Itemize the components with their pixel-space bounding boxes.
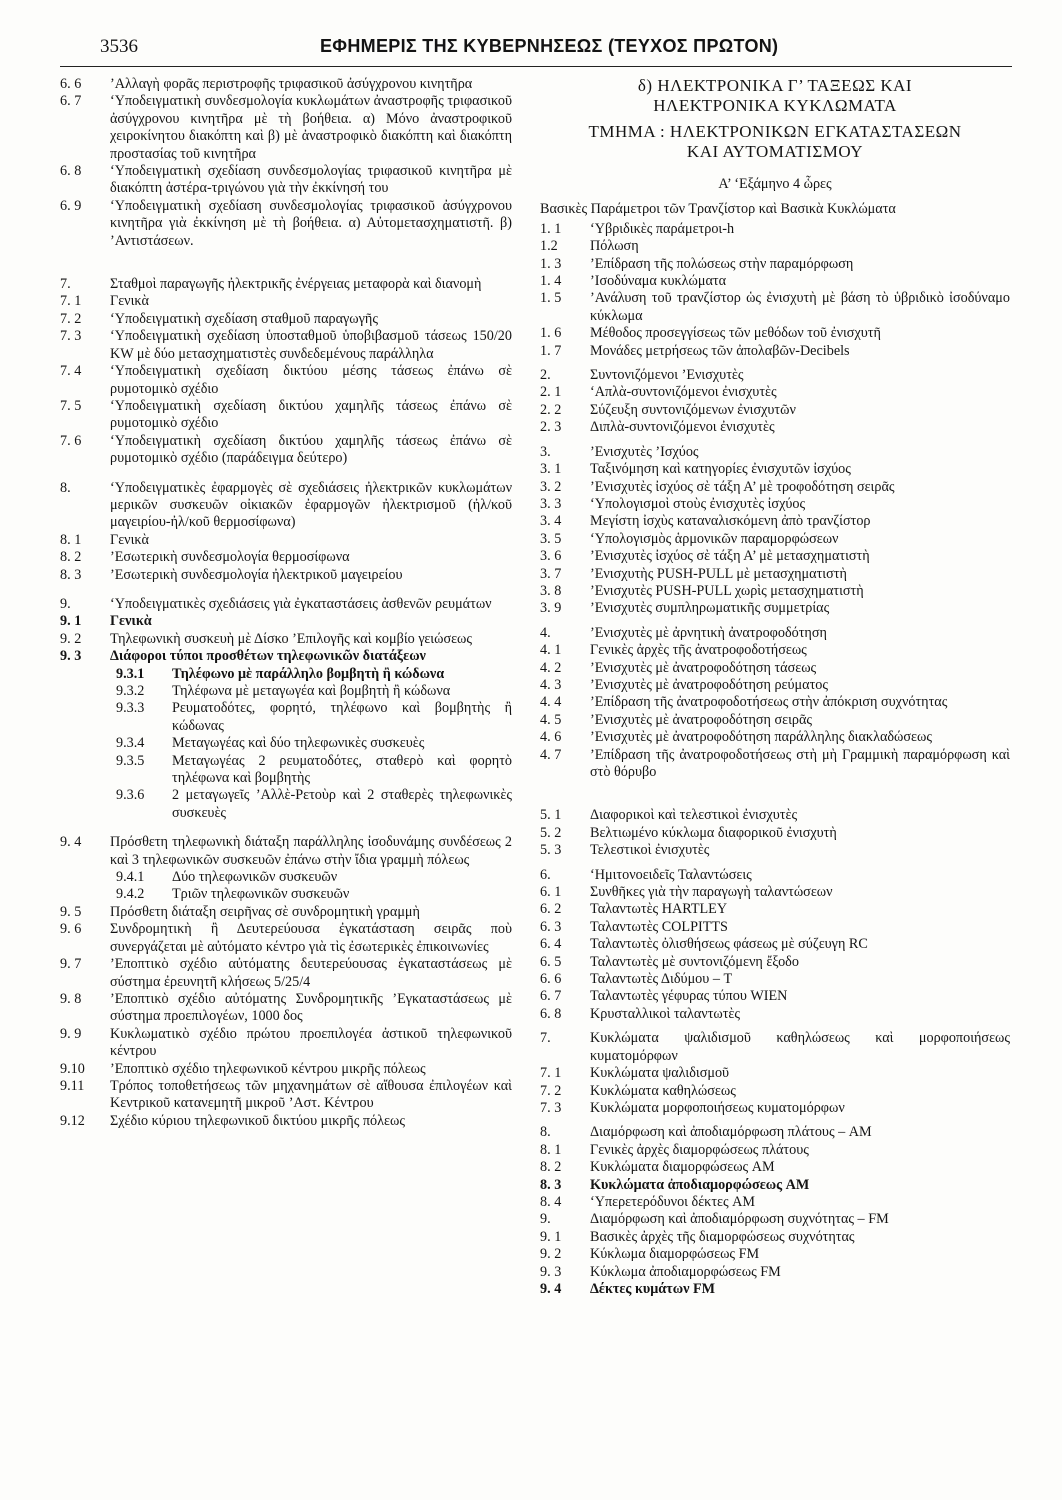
entry-text: Πόλωση [590, 238, 639, 255]
entry-text: Τελεστικοὶ ἐνισχυτὲς [590, 842, 710, 859]
syllabus-entry [60, 328, 512, 363]
syllabus-entry [540, 747, 1010, 782]
syllabus-entry [540, 988, 1010, 1005]
entry-text: ’Εποπτικὸ σχέδιο αὐτόματης δευτερεύουσας ἐγκαταστάσεως μὲ σύστημα ἐρευνητῆ κλήσεως 5/25/4 [110, 956, 512, 990]
entry-number: 5. 1 [540, 807, 562, 824]
entry-number: 6. 9 [60, 197, 82, 214]
entry-number: 9. 4 [540, 1280, 562, 1297]
entry-text: Ταλαντωτὲς HARTLEY [590, 901, 728, 918]
syllabus-entry [60, 163, 512, 198]
entry-number: 3. 5 [540, 530, 562, 547]
syllabus-entry [540, 256, 1010, 273]
syllabus-entry [540, 842, 1010, 859]
entry-number: 8. [540, 1124, 551, 1141]
entry-number: 8. 2 [540, 1159, 562, 1176]
syllabus-entry [60, 991, 512, 1026]
entry-text: ‘Υπερετερόδυνοι δέκτες AM [590, 1193, 756, 1210]
entry-number: 9. 2 [60, 630, 82, 647]
entry-text: Γενικὰ [110, 531, 149, 548]
header-rule [60, 66, 1012, 67]
page-number: 3536 [100, 36, 138, 57]
syllabus-entry [540, 1211, 1010, 1228]
entry-number: 4. 3 [540, 676, 562, 693]
entry-number: 7. 6 [60, 432, 82, 449]
entry-text: Τρόπος τοποθετήσεως τῶν μηχανημάτων σὲ αἴθουσα ἐπιλογέων καὶ Κεντρικοῦ κατανεμητῆ μικροῦ ’Αστ. Κέντρου [110, 1077, 512, 1112]
entry-number: 9.3.6 [116, 787, 145, 804]
entry-number: 9. 5 [60, 903, 82, 920]
syllabus-entry [540, 712, 1010, 729]
entry-number: 9. 1 [60, 613, 82, 630]
entry-number: 6. 4 [540, 936, 562, 953]
syllabus-entry [540, 884, 1010, 901]
entry-number: 1. 7 [540, 342, 562, 359]
entry-number: 1.2 [540, 238, 558, 255]
entry-text: Κυκλώματα μορφοποιήσεως κυματομόρφων [590, 1099, 845, 1116]
entry-number: 9.10 [60, 1060, 85, 1077]
syllabus-entry [540, 221, 1010, 238]
entry-text: Γενικὲς ἀρχὲς διαμορφώσεως πλάτους [590, 1141, 809, 1158]
syllabus-entry [60, 613, 512, 630]
syllabus-entry [540, 1159, 1010, 1176]
entry-number: 7. 3 [540, 1099, 562, 1116]
syllabus-entry [540, 867, 1010, 884]
entry-text: Κυκλώματα ψαλιδισμοῦ καθηλώσεως καὶ μορφοποιήσεως κυματομόρφων [590, 1030, 1010, 1064]
entry-text: Κυκλώματα καθηλώσεως [590, 1082, 736, 1099]
syllabus-entry [540, 677, 1010, 694]
entry-text: Ταλαντωτὲς ὀλισθήσεως φάσεως μὲ σύζευγη RC [590, 936, 868, 953]
entry-number: 6. 7 [60, 93, 82, 110]
syllabus-entry [60, 198, 512, 250]
entry-text: ‘Υποδειγματικὴ σχεδίαση συνδεσμολογίας τριφασικοῦ ἀσύγχρονου κινητῆρα γιὰ ἐκκίνηση μὲ τὴ βοήθεια. α) Αὐτομετασχηματιστῆ. β) ’Αντιστάσεων. [110, 197, 512, 249]
syllabus-entry [540, 971, 1010, 988]
entry-number: 8. 1 [540, 1141, 562, 1158]
syllabus-entry [540, 419, 1010, 436]
entry-text: ‘Υποδειγματικὴ σχεδίαση συνδεσμολογίας τριφασικοῦ κινητῆρα μὲ διακόπτη ἀστέρα-τριγώνου γιὰ τὴν ἐκκίνησή του [110, 163, 512, 197]
entry-text: Κυκλώματα ψαλιδισμοῦ [590, 1065, 730, 1082]
entry-text: ’Αλλαγὴ φορᾶς περιστροφῆς τριφασικοῦ ἀσύγχρονου κινητῆρα [110, 76, 473, 92]
entry-text: ’Επίδραση τῆς πολώσεως στὴν παραμόρφωση [590, 255, 854, 272]
entry-number: 6. 1 [540, 884, 562, 901]
entry-number: 4. 2 [540, 659, 562, 676]
syllabus-entry [540, 919, 1010, 936]
syllabus-entry [540, 1083, 1010, 1100]
syllabus-entry [60, 293, 512, 310]
entry-number: 9. 3 [540, 1263, 562, 1280]
entry-number: 7. [540, 1030, 551, 1047]
entry-text: ’Επίδραση τῆς ἀνατροφοδοτήσεως στὴν ἀπόκριση συχνότητας [590, 694, 948, 711]
entry-number: 2. 3 [540, 419, 562, 436]
syllabus-entry [540, 583, 1010, 600]
entry-number: 1. 6 [540, 325, 562, 342]
entry-text: Γενικὰ [110, 293, 149, 310]
entry-text: ‘Υπολογισμοὶ στοὺς ἐνισχυτὲς ἰσχύος [590, 495, 806, 512]
entry-number: 9. 2 [540, 1246, 562, 1263]
entry-number: 5. 3 [540, 842, 562, 859]
syllabus-entry [540, 444, 1010, 461]
entry-number: 9. 1 [540, 1228, 562, 1245]
syllabus-entry [60, 311, 512, 328]
syllabus-entry [540, 1229, 1010, 1246]
entry-text: ’Ενισχυτὲς μὲ ἀνατροφοδότηση ρεύματος [590, 676, 828, 693]
syllabus-entry [540, 384, 1010, 401]
entry-text: Δύο τηλεφωνικῶν συσκευῶν [172, 869, 338, 886]
syllabus-entry [60, 683, 512, 700]
entry-number: 7. 4 [60, 363, 82, 380]
section-heading-line1: δ) ΗΛΕΚΤΡΟΝΙΚΑ Γ’ ΤΑΞΕΩΣ ΚΑΙ [637, 76, 913, 95]
left-column [60, 76, 512, 1130]
syllabus-entry [60, 363, 512, 398]
right-column [540, 76, 1010, 1298]
syllabus-entry [540, 1194, 1010, 1211]
syllabus-entry [540, 290, 1010, 325]
syllabus-entry [540, 642, 1010, 659]
entry-text: ‘Υπολογισμὸς ἁρμονικῶν παραμορφώσεων [590, 530, 839, 547]
unit-intro: Βασικὲς Παράμετροι τῶν Τρανζίστορ καὶ Βασικὰ Κυκλώματα [540, 201, 896, 218]
entry-number: 3. 1 [540, 461, 562, 478]
entry-number: 7. 3 [60, 328, 82, 345]
entry-number: 6. 7 [540, 988, 562, 1005]
entry-text: Μεγίστη ἰσχὺς καταναλισκόμενη ἀπὸ τρανζίστορ [590, 513, 871, 530]
syllabus-entry [60, 648, 512, 665]
entry-number: 9.11 [60, 1077, 85, 1094]
entry-number: 3. 4 [540, 513, 562, 530]
entry-text: Τριῶν τηλεφωνικῶν συσκευῶν [172, 886, 350, 903]
syllabus-entry [540, 566, 1010, 583]
entry-text: Κρυσταλλικοὶ ταλαντωτὲς [590, 1005, 741, 1022]
entry-text: Γενικὰ [110, 613, 152, 630]
entry-number: 4. 7 [540, 746, 562, 763]
entry-number: 7. [60, 276, 71, 293]
syllabus-entry [540, 1100, 1010, 1117]
entry-number: 1. 5 [540, 290, 562, 307]
entry-number: 1. 3 [540, 255, 562, 272]
entry-text: Διάφοροι τύποι προσθέτων τηλεφωνικῶν διατάξεων [110, 648, 426, 665]
entry-text: Τηλέφωνο μὲ παράλληλο βομβητὴ ἢ κώδωνα [172, 665, 445, 682]
entry-text: ‘Υποδειγματικὴ σχεδίαση ὑποσταθμοῦ ὑποβιβασμοῦ τάσεως 150/20 KW μὲ δύο μετασχηματιστὲς συνδεδεμένους παράλληλα [110, 328, 512, 362]
syllabus-entry [540, 901, 1010, 918]
entry-text: Διαμόρφωση καὶ ἀποδιαμόρφωση συχνότητας – FM [590, 1211, 889, 1228]
syllabus-entry [540, 273, 1010, 290]
entry-number: 3. 6 [540, 548, 562, 565]
entry-number: 6. 2 [540, 901, 562, 918]
syllabus-entry [60, 904, 512, 921]
syllabus-entry [540, 1142, 1010, 1159]
page-header [100, 36, 1002, 66]
syllabus-entry [60, 1026, 512, 1061]
entry-number: 7. 2 [540, 1082, 562, 1099]
entry-number: 4. [540, 624, 551, 641]
right-item-list [540, 221, 1010, 1299]
gazette-title: ΕΦΗΜΕΡΙΣ ΤΗΣ ΚΥΒΕΡΝΗΣΕΩΣ (ΤΕΥΧΟΣ ΠΡΩΤΟΝ) [320, 36, 779, 56]
entry-text: ‘Υποδειγματικὲς ἐφαρμογὲς σὲ σχεδιάσεις ἠλεκτρικῶν κυκλωμάτων μερικῶν συσκευῶν οἰκιακῶν ἐφαρμογῶν ἠλεκτρισμοῦ (ἠλ/κοῦ μαγειρίου-ἠλ/κοῦ θερμοσίφωνα) [110, 479, 512, 531]
syllabus-entry [540, 548, 1010, 565]
entry-text: ’Ενισχυτὲς PUSH-PULL χωρὶς μετασχηματιστὴ [590, 582, 864, 599]
entry-text: Μεταγωγέας καὶ δύο τηλεφωνικὲς συσκευὲς [172, 735, 425, 752]
entry-number: 1. 4 [540, 273, 562, 290]
syllabus-entry [60, 549, 512, 566]
entry-number: 9. 6 [60, 921, 82, 938]
entry-text: Βασικὲς ἀρχὲς τῆς διαμορφώσεως συχνότητας [590, 1228, 855, 1245]
syllabus-entry [60, 532, 512, 549]
entry-text: Ρευματοδότες, φορητό, τηλέφωνο καὶ βομβητὴς ἢ κώδωνας [172, 700, 512, 734]
entry-text: ’Εποπτικὸ σχέδιο τηλεφωνικοῦ κέντρου μικρῆς πόλεως [110, 1060, 426, 1077]
syllabus-entry [540, 807, 1010, 824]
entry-text: ’Ενισχυτὴς PUSH-PULL μὲ μετασχηματιστὴ [590, 565, 847, 582]
syllabus-entry [60, 631, 512, 648]
entry-text: ‘Υποδειγματικὴ σχεδίαση σταθμοῦ παραγωγῆς [110, 310, 378, 327]
entry-text: Διαφορικοὶ καὶ τελεστικοὶ ἐνισχυτὲς [590, 807, 798, 824]
entry-number: 9. 7 [60, 956, 82, 973]
entry-text: Συντονιζόμενοι ’Ενισχυτὲς [590, 367, 744, 384]
syllabus-entry [540, 496, 1010, 513]
entry-text: Μονάδες μετρήσεως τῶν ἀπολαβῶν-Decibels [590, 342, 850, 359]
syllabus-entry [60, 834, 512, 869]
entry-text: Συνθῆκες γιὰ τὴν παραγωγὴ ταλαντώσεων [590, 884, 833, 901]
syllabus-entry [540, 625, 1010, 642]
entry-number: 9. 8 [60, 990, 82, 1007]
entry-text: Κυκλωματικὸ σχέδιο πρώτου προεπιλογέα ἀστικοῦ τηλεφωνικοῦ κέντρου [110, 1025, 512, 1060]
entry-number: 8. 3 [60, 566, 82, 583]
entry-text: ‘Υποδειγματικὴ σχεδίαση δικτύου χαμηλῆς τάσεως ἐπάνω σὲ ρυμοτομικὸ σχέδιο [110, 397, 512, 432]
entry-number: 9.12 [60, 1112, 85, 1129]
entry-text: ‘Απλὰ-συντονιζόμενοι ἐνισχυτὲς [590, 384, 777, 401]
syllabus-entry [60, 753, 512, 788]
syllabus-entry [540, 694, 1010, 711]
entry-text: Κύκλωμα διαμορφώσεως FM [590, 1246, 760, 1263]
entry-text: Ταλαντωτὲς COLPITTS [590, 918, 728, 935]
entry-number: 4. 1 [540, 642, 562, 659]
entry-text: ’Εποπτικὸ σχέδιο αὐτόματης Συνδρομητικῆς ’Εγκαταστάσεως μὲ σύστημα προεπιλογέων, 1000 δος [110, 990, 512, 1025]
entry-text: Τηλεφωνικὴ συσκευὴ μὲ Δίσκο ’Επιλογῆς καὶ κομβίο γειώσεως [110, 630, 473, 647]
syllabus-entry [60, 735, 512, 752]
syllabus-entry [60, 93, 512, 163]
entry-number: 6. [540, 866, 551, 883]
entry-number: 3. 7 [540, 565, 562, 582]
entry-text: ’Επίδραση τῆς ἀνατροφοδοτήσεως στὴ μὴ Γραμμικὴ παραμόρφωση καὶ στὸ θόρυβο [590, 746, 1010, 780]
entry-number: 8. 1 [60, 531, 82, 548]
entry-text: Σύζευξη συντονιζόμενων ἐνισχυτῶν [590, 401, 796, 418]
entry-text: Πρόσθετη τηλεφωνικὴ διάταξη παράλληλης ἰσοδυνάμης συνδέσεως 2 καὶ 3 τηλεφωνικῶν συσκευῶν ἐπάνω στὴν ἴδια γραμμὴ πόλεως [110, 834, 512, 868]
entry-text: Ταλαντωτὲς μὲ συντονιζόμενη ἔξοδο [590, 953, 799, 970]
entry-number: 6. 8 [60, 163, 82, 180]
syllabus-entry [540, 402, 1010, 419]
entry-number: 4. 4 [540, 694, 562, 711]
entry-text: ‘Υποδειγματικὴ σχεδίαση δικτύου χαμηλῆς τάσεως ἐπάνω σὲ ρυμοτομικὸ σχέδιο (παράδειγμα δεύτερο) [110, 432, 512, 467]
entry-number: 5. 2 [540, 824, 562, 841]
entry-text: ‘Ημιτονοειδεῖς Ταλαντώσεις [590, 866, 752, 883]
entry-number: 2. [540, 367, 551, 384]
syllabus-entry [540, 1030, 1010, 1065]
entry-text: Συνδρομητικὴ ἢ Δευτερεύουσα ἐγκατάσταση σειρᾶς ποὺ συνεργάζεται μὲ αὐτόματο κέντρο γιὰ τὶς ἐσωτερικὲς ἐπικοινωνίες [110, 921, 512, 955]
entry-number: 3. 3 [540, 495, 562, 512]
entry-text: ’Ενισχυτὲς μὲ ἀνατροφοδότηση τάσεως [590, 659, 817, 676]
syllabus-entry [540, 325, 1010, 342]
syllabus-entry [540, 825, 1010, 842]
entry-number: 8. 3 [540, 1176, 562, 1193]
syllabus-entry [60, 76, 512, 93]
entry-number: 6. 6 [540, 971, 562, 988]
entry-text: Ταξινόμηση καὶ κατηγορίες ἐνισχυτῶν ἰσχύος [590, 461, 851, 478]
entry-number: 3. [540, 443, 551, 460]
entry-text: Σχέδιο κύριου τηλεφωνικοῦ δικτύου μικρῆς πόλεως [110, 1112, 405, 1129]
entry-text: ’Ενισχυτὲς μὲ ἀνατροφοδότηση σειρᾶς [590, 711, 813, 728]
entry-text: Διπλὰ-συντονιζόμενοι ἐνισχυτὲς [590, 419, 775, 436]
entry-text: ’Ανάλυση τοῦ τρανζίστορ ὡς ἐνισχυτὴ μὲ βάση τὸ ὑβριδικὸ ἰσοδύναμο κύκλωμα [590, 290, 1010, 324]
syllabus-entry [60, 276, 512, 293]
entry-number: 6. 3 [540, 918, 562, 935]
entry-number: 7. 5 [60, 397, 82, 414]
syllabus-entry [540, 531, 1010, 548]
entry-number: 4. 5 [540, 711, 562, 728]
entry-number: 6. 6 [60, 76, 82, 92]
syllabus-entry [60, 886, 512, 903]
syllabus-entry [540, 729, 1010, 746]
entry-text: Ταλαντωτὲς γέφυρας τύπου WIEN [590, 988, 788, 1005]
entry-text: ‘Υβριδικὲς παράμετροι-h [590, 220, 735, 237]
entry-text: ‘Υποδειγματικὴ σχεδίαση δικτύου μέσης τάσεως ἐπάνω σὲ ρυμοτομικὸ σχέδιο [110, 363, 512, 397]
entry-number: 6. 5 [540, 953, 562, 970]
entry-number: 7. 2 [60, 310, 82, 327]
syllabus-entry [60, 398, 512, 433]
entry-number: 8. 2 [60, 549, 82, 566]
entry-number: 9. 4 [60, 834, 82, 851]
semester-hours: Α’ ‘Εξάμηνο 4 ὧρες [718, 176, 832, 192]
syllabus-entry [60, 567, 512, 584]
syllabus-entry [540, 600, 1010, 617]
syllabus-entry [60, 1061, 512, 1078]
entry-number: 2. 2 [540, 401, 562, 418]
syllabus-entry [60, 480, 512, 532]
entry-text: Τηλέφωνα μὲ μεταγωγέα καὶ βομβητὴ ἢ κώδωνα [172, 683, 451, 699]
entry-number: 9. 9 [60, 1025, 82, 1042]
entry-text: Βελτιωμένο κύκλωμα διαφορικοῦ ἐνισχυτὴ [590, 824, 837, 841]
entry-number: 9. 3 [60, 648, 82, 665]
syllabus-entry [540, 1281, 1010, 1298]
syllabus-entry [540, 660, 1010, 677]
entry-number: 7. 1 [60, 293, 82, 310]
entry-text: ’Ενισχυτὲς συμπληρωματικῆς συμμετρίας [590, 600, 830, 617]
entry-number: 9.3.5 [116, 752, 145, 769]
syllabus-entry [540, 343, 1010, 360]
entry-number: 9. [60, 595, 71, 612]
entry-number: 9.3.1 [116, 665, 145, 682]
department-heading-line2: ΚΑΙ ΑΥΤΟΜΑΤΙΣΜΟΥ [686, 142, 864, 161]
syllabus-entry [540, 1065, 1010, 1082]
entry-number: 9.4.1 [116, 869, 145, 886]
syllabus-entry [60, 1113, 512, 1130]
entry-text: ‘Υποδειγματικὲς σχεδιάσεις γιὰ ἐγκαταστάσεις ἀσθενῶν ρευμάτων [110, 595, 492, 612]
entry-text: Γενικὲς ἀρχὲς τῆς ἀνατροφοδοτήσεως [590, 642, 807, 659]
entry-text: Διαμόρφωση καὶ ἀποδιαμόρφωση πλάτους – AM [590, 1124, 872, 1141]
syllabus-entry [540, 479, 1010, 496]
syllabus-entry [60, 1078, 512, 1113]
entry-text: Ταλαντωτὲς Διδύμου – T [590, 971, 733, 988]
entry-number: 2. 1 [540, 384, 562, 401]
entry-text: Πρόσθετη διάταξη σειρῆνας σὲ συνδρομητικὴ γραμμὴ [110, 903, 420, 920]
entry-number: 9.3.2 [116, 683, 145, 699]
entry-text: Κυκλώματα διαμορφώσεως AM [590, 1159, 775, 1176]
syllabus-entry [60, 700, 512, 735]
syllabus-entry [540, 367, 1010, 384]
entry-number: 1. 1 [540, 220, 562, 237]
entry-number: 3. 8 [540, 582, 562, 599]
entry-text: ’Ενισχυτὲς μὲ ἀρνητικὴ ἀνατροφοδότηση [590, 624, 827, 641]
syllabus-entry [60, 956, 512, 991]
department-heading-line1: ΤΜΗΜΑ : ΗΛΕΚΤΡΟΝΙΚΩΝ ΕΓΚΑΤΑΣΤΑΣΕΩΝ [588, 122, 962, 141]
syllabus-entry [540, 1246, 1010, 1263]
syllabus-entry [60, 666, 512, 683]
syllabus-entry [60, 787, 512, 822]
entry-text: Κυκλώματα ἀποδιαμορφώσεως AM [590, 1176, 810, 1193]
entry-text: 2 μεταγωγεῖς ’Αλλὲ-Ρετοὺρ καὶ 2 σταθερὲς τηλεφωνικὲς συσκευὲς [172, 787, 512, 821]
entry-text: ’Εσωτερικὴ συνδεσμολογία θερμοσίφωνα [110, 549, 350, 566]
syllabus-entry [540, 238, 1010, 255]
entry-text: ’Ενισχυτὲς ’Ισχύος [590, 443, 699, 460]
entry-number: 4. 6 [540, 729, 562, 746]
syllabus-entry [60, 921, 512, 956]
syllabus-entry [540, 954, 1010, 971]
entry-text: ’Ενισχυτὲς ἰσχύος σὲ τάξη Α’ μὲ μετασχηματιστὴ [590, 548, 870, 565]
syllabus-entry [540, 513, 1010, 530]
syllabus-entry [540, 1006, 1010, 1023]
entry-text: ’Ενισχυτὲς μὲ ἀνατροφοδότηση παράλληλης διακλαδώσεως [590, 729, 932, 746]
syllabus-entry [60, 596, 512, 613]
entry-number: 9.3.3 [116, 700, 145, 717]
entry-number: 9.4.2 [116, 886, 145, 903]
entry-number: 8. [60, 479, 71, 496]
entry-text: ’Ισοδύναμα κυκλώματα [590, 273, 727, 290]
entry-text: ‘Υποδειγματικὴ συνδεσμολογία κυκλωμάτων ἀναστροφῆς τριφασικοῦ ἀσύγχρονου κινητῆρα μὲ τὴ βοήθεια. α) Μόνο ἀναστροφικοῦ χειροκίνητου διακόπτη καὶ β) μὲ ἀναστροφικὸ διακόπτη καὶ διακόπτη προστασίας τοῦ κινητῆρα [110, 93, 512, 162]
entry-number: 6. 8 [540, 1005, 562, 1022]
entry-number: 9. [540, 1211, 551, 1228]
syllabus-entry [540, 1264, 1010, 1281]
entry-text: Σταθμοὶ παραγωγῆς ἠλεκτρικῆς ἐνέργειας μεταφορὰ καὶ διανομὴ [110, 276, 482, 293]
entry-number: 3. 9 [540, 600, 562, 617]
entry-text: ’Εσωτερικὴ συνδεσμολογία ἠλεκτρικοῦ μαγειρείου [110, 566, 403, 583]
entry-number: 8. 4 [540, 1193, 562, 1210]
syllabus-entry [540, 1124, 1010, 1141]
syllabus-entry [60, 869, 512, 886]
section-heading-line2: ΗΛΕΚΤΡΟΝΙΚΑ ΚΥΚΛΩΜΑΤΑ [653, 96, 897, 115]
entry-text: Κύκλωμα ἀποδιαμορφώσεως FM [590, 1263, 781, 1280]
entry-number: 7. 1 [540, 1065, 562, 1082]
syllabus-entry [540, 461, 1010, 478]
entry-text: ’Ενισχυτὲς ἰσχύος σὲ τάξη Α’ μὲ τροφοδότηση σειρᾶς [590, 478, 895, 495]
entry-number: 3. 2 [540, 478, 562, 495]
syllabus-entry [60, 433, 512, 468]
syllabus-entry [540, 936, 1010, 953]
entry-number: 9.3.4 [116, 735, 145, 752]
entry-text: Μεταγωγέας 2 ρευματοδότες, σταθερὸ καὶ φορητὸ τηλέφωνα καὶ βομβητὴς [172, 752, 512, 787]
syllabus-entry [540, 1177, 1010, 1194]
entry-text: Μέθοδος προσεγγίσεως τῶν μεθόδων τοῦ ἐνισχυτῆ [590, 325, 881, 342]
entry-text: Δέκτες κυμάτων FM [590, 1280, 716, 1297]
